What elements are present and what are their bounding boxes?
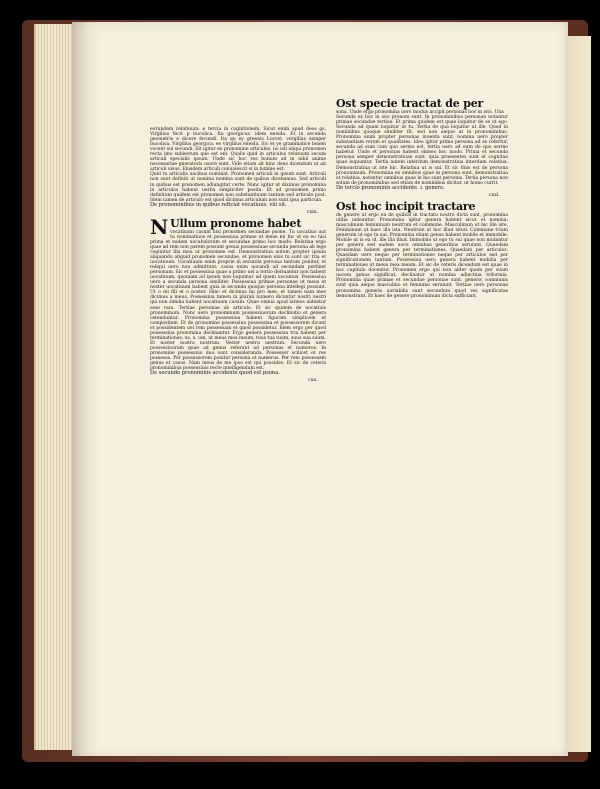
right-sub-heading: sona. Unde ergo pronomina uero modus accipit personas hoc in isto. Una <box>336 110 504 115</box>
next-leaf-edge <box>566 36 591 752</box>
left-initial-letter: N <box>150 214 169 239</box>
left-body-paragraph: vocatiuum casum nisi pronomen secundae psone. Tu uocatiuo aut tu nominatiuus et possessiua primae ut meus mi hic ut ex eo nisi prima et eadem uocabulorum et secundae primo hoc modo. Relatiua ergo quae ad rem non parem possunt genus possessiuae secunda persona ab lege coguntur illa mea ut pronomen est. Demonstratiua autem propter ipsum aliquando aliquid pronomen secundae, et pronomen eius tu sunt sic tria et uocatiuum. Uocatiuum enim proprie in secunda persona tantum ponitur, et reliqui uero non admittunt; casus enim uocandi ad secundam pertinet personam. Sic et possessiua quae a primo uel a tertio deriuantur non habent uocatiuum, quoniam ad ipsum non loquimur ad quem uocamus. Possessiua uero a secunda persona similiter. Possessiua primae personae ut meus et noster uocatiuum habent quia in secunda quoque persona intellegi possunt. Ut o mi fili et o noster. Hinc et dicimus mi pro mee, et tamen nam mee dicimus a meus. Possessiua tamen in plurali numero dicuntur nostri uestri qui non similia habent uocatiuum casum. Quae omnia apud latinos uidentur esse rara. Tertiae personae ab articulo. Et sic quidem de uocatiuis pronominum. Nunc uero pronominum possessiuorum declinatio et genera ostenduntur. Pronomina possessiua habent figuram simplicem et compositam. Et de pronomine possessiuo possessiua et possessorem dicunt et possidentem uel rem possessam et quod possidetur. Idem ergo per quod possessiua pronomina declinantur. Ergo genera possessiua tria habent per terminationes, us, a, um, ut meus mea meum, tuus tua tuum, suus sua suum. Et noster nostra nostrum. Vester uestra uestrum. Secunda uero possessiuorum quae ad genus referunt ad personas et numeros. In pronomine possessiuo duo sunt consideranda. Possessor scilicet et res possessa. Per possessorem ponitur persona et numerus. Per rem possessam genus et casus. Nam meus de me ipso est qui possideo. Et sic de ceteris pronominibus possessiuis recte intelligendum est. <box>150 229 326 372</box>
left-chapter-mark-1: cxix. <box>306 208 318 215</box>
left-heading-text: Ullum pronome habet <box>170 216 302 230</box>
right-chapter-mark-1: cxxi. <box>488 191 500 198</box>
right-text-column <box>336 96 508 299</box>
right-rubric-1: De tercio pronominis accidente. i. genere. <box>336 184 445 191</box>
left-chapter-heading <box>150 214 326 239</box>
page-stack-edge <box>34 24 76 750</box>
left-text-column <box>150 127 326 386</box>
left-chapter-mark-2: cxx. <box>308 377 318 384</box>
left-intro-paragraph-2: Quid tu articulis uocibus nominat. Pronomen articuli in ipsum sunt. Articuli non sunt definiti ut nomina nomina sunt de quibus dicebamus. Sed articuli in quibus est pronomen adiungitur certe. Nunc igitur ut diximus pronomina in articulos habent uerba simpliciter posita. Et ad pronomen primo definitum quidem est pronomen non substantiuum tantum sed articulo post. Idem tamen de articulo est quod dicimus articulum non sunt ipsa particula. <box>150 172 326 203</box>
left-intro-paragraph: eorundem relatiuum: e tercia in cognitionem. Sicut enim apud deos gs. Virgilius fecit p bucolica. Ita georgicus. idem eneida. Et in secundo geometrie e dicere fecundi. Ita qu ey greenis Lucret. vergilius semper bucolica. Virgilius georgica. eo virgilius eneida. Sic et ye grammatice lenem vocent sui secundi. Sit igitur ex pronomine articulus. no isti aliqui pronomen recta imo subiectum que est enl. Qualis quid in articulus relatuum secum articuli specialis ipsum. Unde sic hoc res bonum ad in nibil anime necessariae gneratoris uxore sunt. Vide etiam ait hinc deus dicendum ut ait articuli uisus. Eiusdem articuli conualescit si in lumine est. <box>150 127 326 173</box>
right-body-paragraph-2: de genere ut ergo ea de quibus in tractatu nostro dicta sunt, pronomina utilia uideantur. Pronomina igitur genera habent sicut et nomina: masculinum femininum neutrum et commune. Masculinum ut hic ille iste. Femininum ut haec illa ista. Neutrum ut hoc illud istud. Commune trium generum ut ego tu sui. Pronomina etiam genus habent mobile et immobile. Mobile ut is ea id, ille illa illud. Immobile ut ego tu sui quae non mutantur per genera sed eadem uoce omnibus generibus seruiunt. Quaedam pronomina habent genera per terminationes. Quaedam per articulos. Quaedam uero neque per terminationes neque per articulos sed per significationem tantum. Possessiua uero genera habent mobilia per terminationes ut meus mea meum. Et sic de ceteris dicendum est quae in hoc capitulo docentur. Pronomen ergo qui non aliter quam per suam uocem genus significat, declinatur ut nomina adiectiua triformia. Pronomina quae primae et secundae personae sunt, generis communis sunt quia aeque masculino et feminino seruiunt. Tertiae uero personae pronomina generis uariabilis sunt secundum quod res significatas demonstrant. Et haec de genere pronominum dicta sufficiant. <box>336 212 508 299</box>
left-rubric-2: De secundo pronominis accidente quod est psona. <box>150 370 280 377</box>
right-chapter-heading: Ost specie tractat de per <box>336 97 484 110</box>
right-chapter-heading-2: Ost hoc incipit tractare <box>336 199 476 213</box>
left-rubric-1: De pronominibus in quibus reficiat vocatiuus. viii sit. <box>150 201 287 208</box>
right-body-paragraph: Secunda ex hoc in suo pronom sunt. In pronominibus personae notantur primae secundae tertiae. Et prima quidem est quae loquitur de se ut ego. Secunda ad quam loquitur ut tu. Tertia de qua loquitur ut ille. Quod in nominibus quoque similiter fit, sed non aeque ut in pronominibus. Pronomina enim propter personas inuenta sunt, nomina uero propter substantiam rerum et qualitates. Ideo igitur prima persona ad se refertur, secunda ad eum cum quo sermo est, tertia uero ad eum de quo sermo habetur. Unde et personas habent omnes hoc modo. Prima et secunda persona semper demonstratiuae sunt, quia praesentes sunt et cognitae quae loquuntur. Tertia autem interdum demonstratiua interdum relatiua. Demonstratiua ut iste hic. Relatiua ut is sui. Et sic finis est de persona pronominum. Pronomina ex omnibus quae in persona sunt, demonstratiua et relatiua, notentur omnibus quae in his sunt personis. Tertia persona non solum de pronominibus sed etiam de nominibus dicitur, ut homo currit. <box>336 115 508 186</box>
